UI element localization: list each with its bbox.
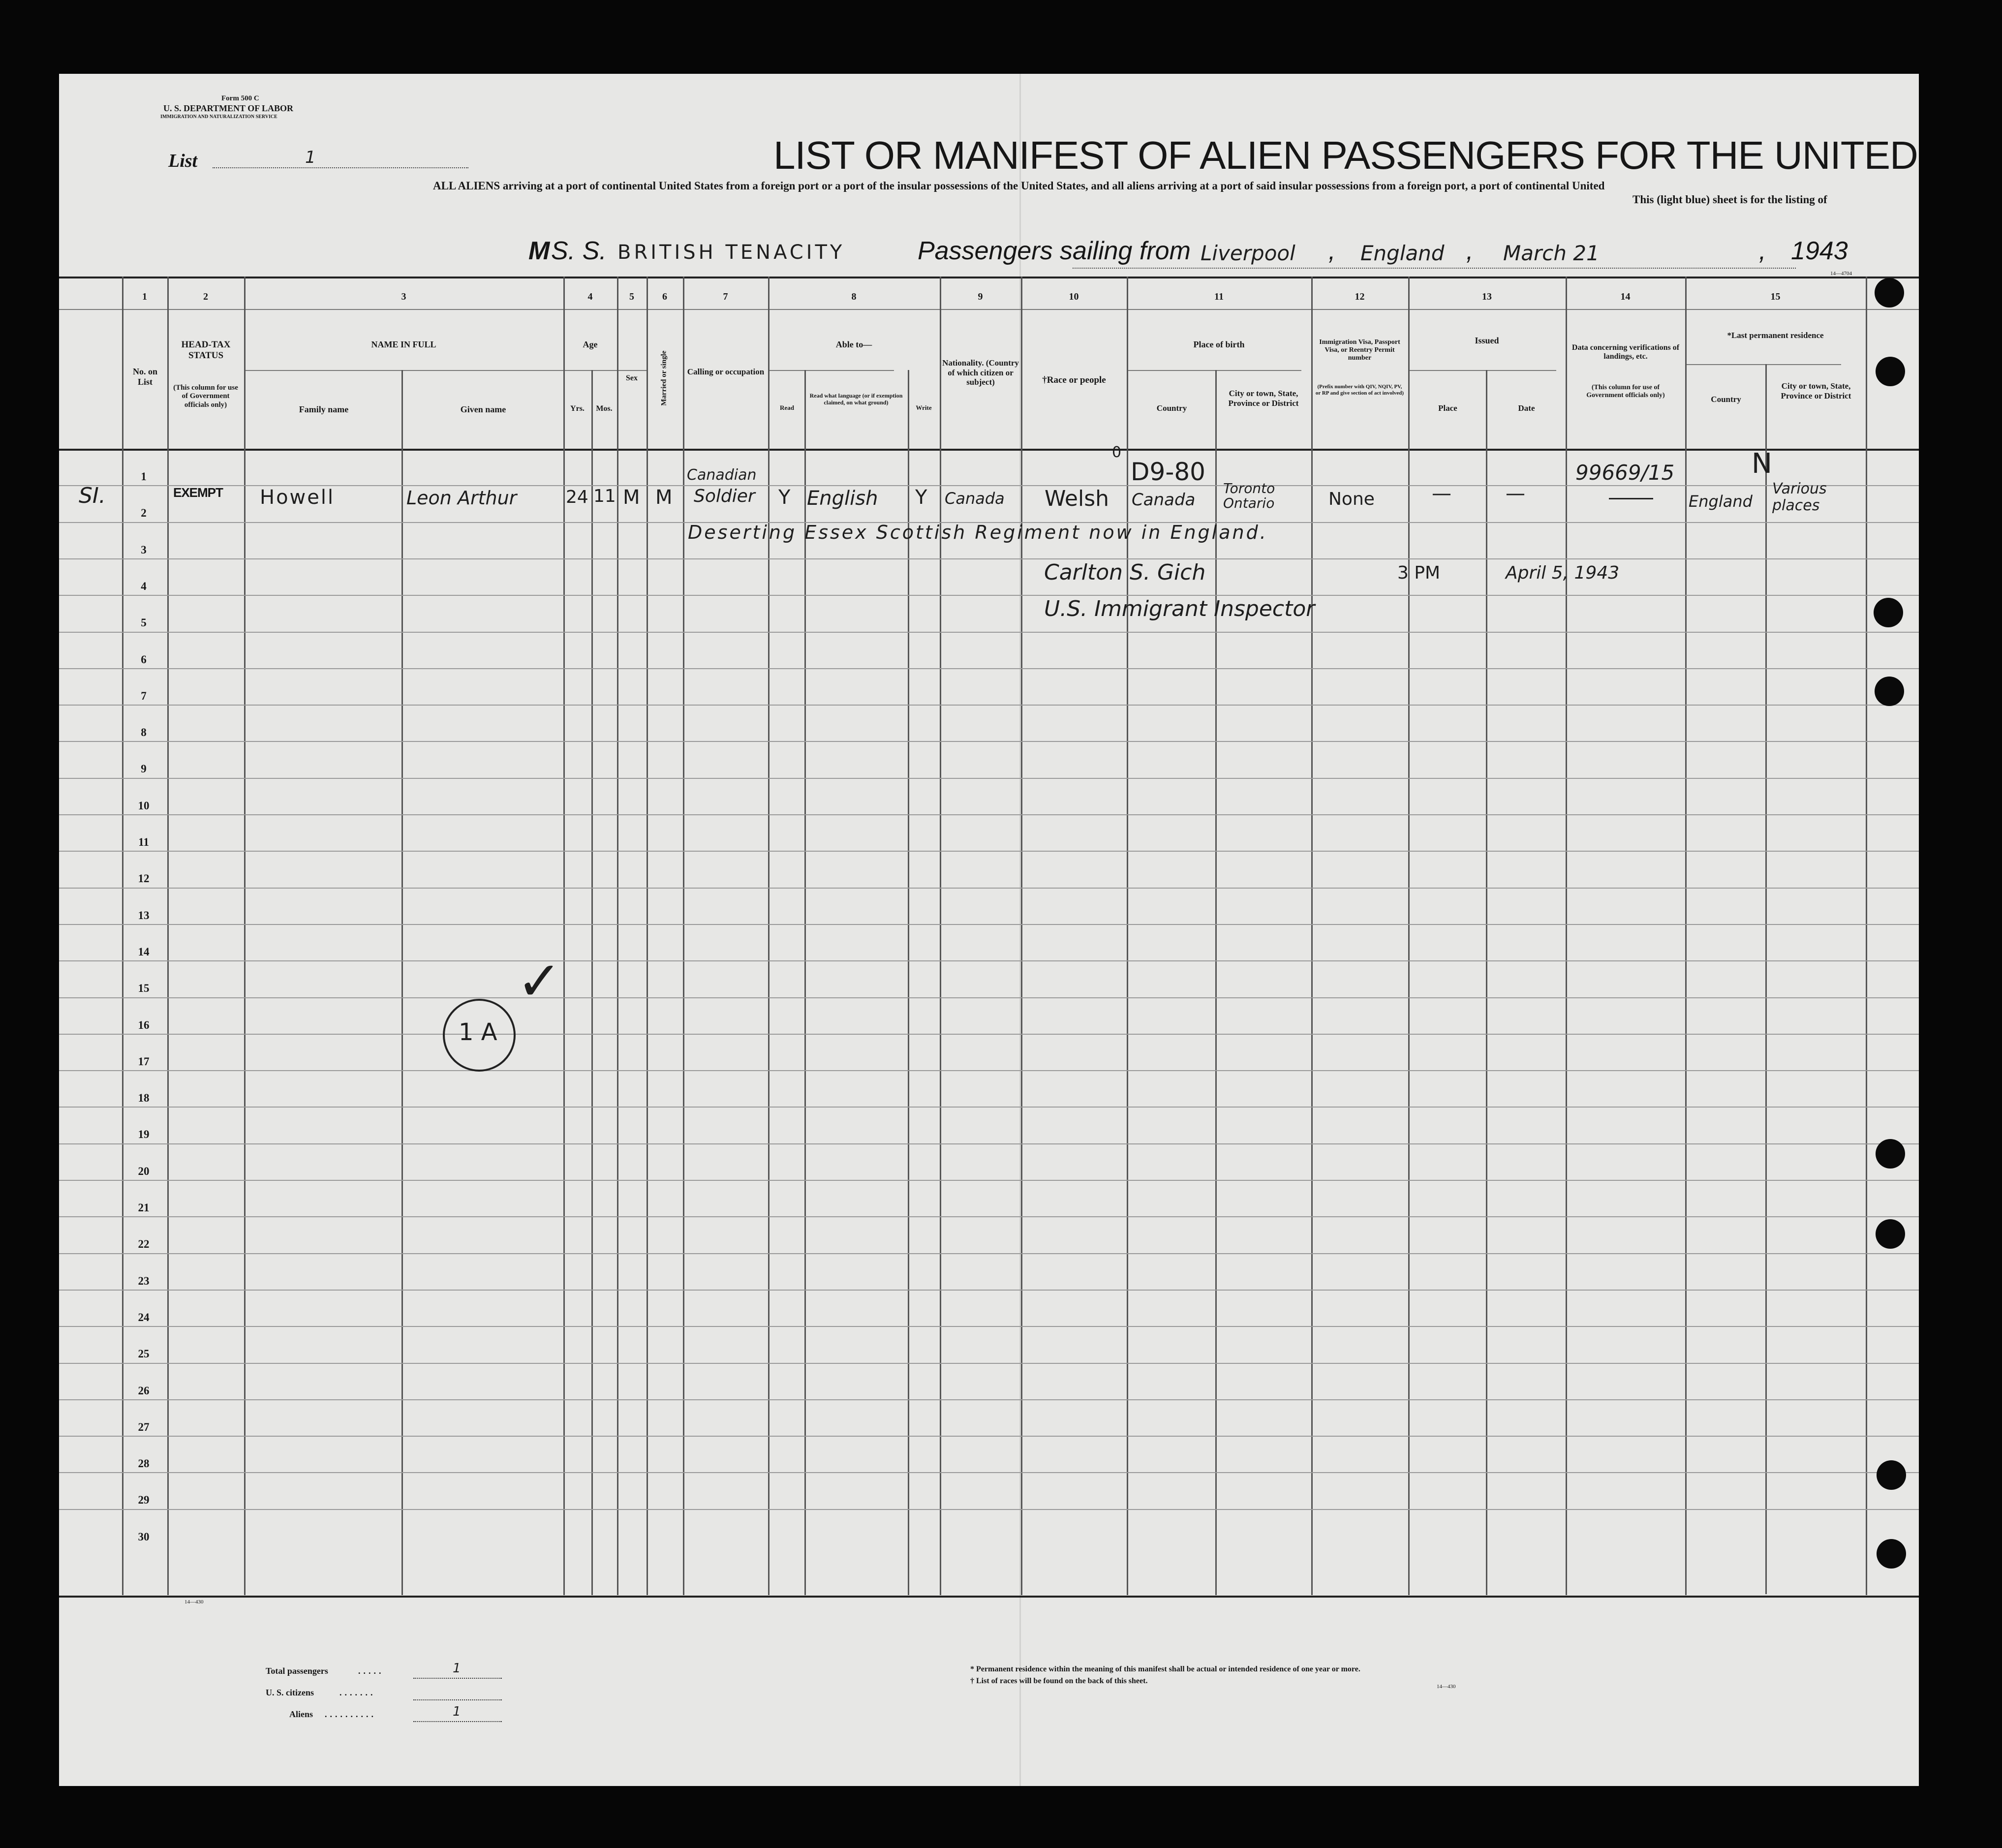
row-number: 13	[138, 909, 150, 922]
row-rule	[59, 997, 1919, 998]
birth-city-line-2: Ontario	[1223, 495, 1275, 511]
hdr-age: Age	[583, 339, 598, 349]
row-number: 11	[138, 836, 149, 848]
vessel-prefix: S. S.	[551, 237, 607, 265]
col-num-14: 14	[1620, 291, 1631, 302]
col-num-4: 4	[587, 291, 593, 302]
row-rule	[59, 1436, 1919, 1437]
residence-country: England	[1689, 492, 1753, 511]
residence-city-line-1: Various	[1772, 480, 1827, 497]
check-mark: ✓	[517, 950, 562, 1013]
hdr-read: Read	[780, 404, 794, 411]
hdr-issued-date: Date	[1518, 403, 1535, 413]
footer-code-left: 14—430	[185, 1599, 204, 1605]
row-number: 28	[138, 1457, 150, 1470]
hdr-write: Write	[916, 404, 932, 411]
row-number: 18	[138, 1092, 150, 1105]
hdr-res-country: Country	[1711, 395, 1741, 404]
signature-date: April 5, 1943	[1506, 563, 1620, 583]
race-code: 0	[1112, 444, 1122, 461]
hdr-no-on-list: No. on List	[132, 367, 157, 387]
subtitle-line-1: ALL ALIENS arriving at a port of continental United States from a foreign port or a port of the insular possessions of the United States, and all aliens arriving at a port of said insular possessions from a foreign port, a port of continental United	[433, 180, 1605, 192]
comma-2: ,	[1466, 237, 1474, 265]
punch-hole	[1874, 598, 1903, 627]
row-rule	[59, 960, 1919, 961]
can-read: Y	[778, 486, 791, 509]
punch-hole	[1876, 357, 1905, 386]
vessel-name: BRITISH TENACITY	[617, 241, 845, 264]
col-num-1: 1	[142, 291, 147, 302]
row-number: 1	[141, 470, 147, 483]
list-value: 1	[305, 148, 316, 167]
row-rule	[59, 1509, 1919, 1510]
row-number: 12	[138, 872, 150, 885]
row-number: 10	[138, 799, 150, 812]
form-number: Form 500 C	[221, 94, 259, 102]
service-label: IMMIGRATION AND NATURALIZATION SERVICE	[160, 114, 277, 120]
footnote-races: † List of races will be found on the back of this sheet.	[970, 1677, 1148, 1685]
hdr-nationality: Nationality. (Country of which citizen or subject)	[942, 358, 1019, 387]
row-rule	[59, 1363, 1919, 1364]
row-rule	[59, 814, 1919, 815]
hdr-mos: Mos.	[596, 404, 613, 413]
port-country: England	[1360, 241, 1445, 265]
hdr-landing: Data concerning verifications of landings, etc.	[1571, 343, 1680, 361]
row-rule	[59, 1399, 1919, 1400]
inspector-signature: Carlton S. Gich	[1044, 560, 1206, 585]
residence-city-line-2: places	[1772, 497, 1820, 514]
punch-hole	[1876, 1219, 1905, 1249]
row-number: 22	[138, 1238, 150, 1251]
row-rule	[59, 595, 1919, 596]
comma-3: ,	[1759, 237, 1766, 265]
hdr-race: †Race or people	[1042, 375, 1106, 385]
row-rule	[59, 851, 1919, 852]
hdr-visa-note: (Prefix number with QIV, NQIV, PV, or RP and give section of act involved)	[1315, 384, 1404, 396]
col-num-13: 13	[1482, 291, 1492, 302]
row-number: 29	[138, 1494, 150, 1507]
comma-1: ,	[1328, 237, 1336, 265]
hdr-issued: Issued	[1475, 336, 1499, 345]
calling-line-1: Canadian	[687, 466, 757, 484]
given-name: Leon Arthur	[406, 487, 517, 509]
row-rule	[59, 924, 1919, 925]
us-citizens-label: U. S. citizens	[266, 1688, 314, 1697]
hdr-able-to: Able to—	[835, 339, 872, 349]
hdr-sex: Sex	[626, 374, 638, 382]
row-number: 4	[141, 580, 147, 592]
row-rule	[59, 485, 1919, 486]
issued-place: —	[1432, 482, 1451, 505]
age-months: 11	[593, 486, 616, 506]
birth-code: D9-80	[1131, 458, 1205, 486]
col-num-6: 6	[662, 291, 667, 302]
hdr-married: Married or single	[660, 350, 668, 406]
port-name: Liverpool	[1201, 241, 1295, 265]
vessel-mark: M	[528, 237, 550, 265]
hdr-pob-country: Country	[1156, 403, 1187, 413]
row-number: 23	[138, 1274, 150, 1287]
col-num-3: 3	[401, 291, 406, 302]
hdr-name-in-full: NAME IN FULL	[371, 339, 436, 349]
row-rule	[59, 778, 1919, 779]
aliens-line	[413, 1721, 502, 1722]
hdr-read-lang: Read what language (or if exemption claimed, on what ground)	[809, 392, 903, 406]
punch-hole	[1875, 677, 1904, 706]
page-title: LIST OR MANIFEST OF ALIEN PASSENGERS FOR THE UNITED	[773, 133, 1918, 177]
row-number: 16	[138, 1018, 150, 1031]
punch-hole	[1877, 1539, 1906, 1569]
row-number: 17	[138, 1055, 150, 1068]
landing-underline	[1609, 498, 1653, 499]
row-rule	[59, 1034, 1919, 1035]
birth-country: Canada	[1132, 490, 1196, 510]
row-rule	[59, 1326, 1919, 1327]
nationality: Canada	[945, 489, 1005, 508]
hdr-head-tax-note: (This column for use of Government officials only)	[173, 384, 238, 409]
row-number: 26	[138, 1384, 150, 1397]
hdr-family-name: Family name	[299, 404, 349, 414]
punch-hole	[1877, 1460, 1906, 1490]
col-num-9: 9	[978, 291, 983, 302]
row-number: 14	[138, 945, 150, 958]
col-num-12: 12	[1355, 291, 1365, 302]
punch-hole	[1875, 278, 1904, 308]
row-number: 6	[141, 653, 147, 666]
read-language: English	[807, 487, 878, 510]
row-number: 27	[138, 1420, 150, 1433]
head-tax-stamp: EXEMPT	[173, 485, 223, 500]
row-rule	[59, 1290, 1919, 1291]
col-num-15: 15	[1770, 291, 1781, 302]
total-passengers-value: 1	[453, 1661, 461, 1676]
row-rule	[59, 558, 1919, 559]
aliens-dots: ..........	[325, 1709, 376, 1719]
age-years: 24	[566, 487, 588, 507]
us-citizens-line	[413, 1699, 502, 1700]
row-rule	[59, 888, 1919, 889]
sailing-label: Passengers sailing from	[918, 237, 1191, 265]
hdr-landing-note: (This column for use of Government officials only)	[1586, 384, 1665, 400]
hdr-visa: Immigration Visa, Passport Visa, or Reentry Permit number	[1319, 339, 1400, 362]
row-number: 19	[138, 1128, 150, 1141]
hdr-res-city: City or town, State, Province or District	[1781, 381, 1851, 400]
col-num-2: 2	[203, 291, 208, 302]
hdr-place-of-birth: Place of birth	[1193, 339, 1245, 349]
visa-number: None	[1328, 489, 1375, 509]
row-rule	[59, 632, 1919, 633]
row-number: 20	[138, 1165, 150, 1177]
issued-date: —	[1506, 482, 1525, 505]
row-number: 30	[138, 1530, 150, 1543]
row-rule	[59, 1253, 1919, 1254]
can-write: Y	[915, 486, 927, 509]
manifest-sheet	[59, 74, 1919, 1786]
sailing-date: March 21	[1503, 241, 1600, 265]
family-name: Howell	[260, 486, 335, 509]
sex: M	[623, 486, 640, 509]
col-num-11: 11	[1214, 291, 1224, 302]
col-num-7: 7	[723, 291, 728, 302]
row-rule	[59, 1070, 1919, 1071]
hdr-pob-city: City or town, State, Province or District	[1228, 389, 1299, 408]
row-rule	[59, 1107, 1919, 1108]
signature-time: 3 PM	[1397, 563, 1441, 583]
footnote-residence: * Permanent residence within the meaning of this manifest shall be actual or intended residence of one year or more.	[970, 1665, 1360, 1673]
list-label: List	[168, 151, 198, 171]
hdr-last-residence: *Last permanent residence	[1727, 331, 1824, 340]
circle-mark-text: 1 A	[459, 1018, 497, 1046]
row-rule	[59, 1472, 1919, 1473]
department-label: U. S. DEPARTMENT OF LABOR	[163, 103, 294, 113]
aliens-value: 1	[453, 1704, 461, 1719]
us-citizens-dots: .......	[339, 1688, 376, 1697]
row-rule	[59, 705, 1919, 706]
row-number: 24	[138, 1311, 150, 1324]
row-rule	[59, 1143, 1919, 1144]
row-rule	[59, 668, 1919, 669]
col-num-10: 10	[1069, 291, 1079, 302]
row-number: 21	[138, 1201, 150, 1214]
row-number: 9	[141, 763, 147, 775]
row-rule	[59, 1180, 1919, 1181]
married-status: M	[655, 486, 673, 509]
row-number: 3	[141, 543, 147, 556]
row-number: 8	[141, 726, 147, 739]
total-passengers-line	[413, 1678, 502, 1679]
calling-line-2: Soldier	[694, 486, 755, 506]
row-number: 15	[138, 982, 150, 995]
desertion-remark: Deserting Essex Scottish Regiment now in England.	[688, 522, 1268, 543]
inspector-title: U.S. Immigrant Inspector	[1044, 596, 1315, 621]
row-number: 25	[138, 1348, 150, 1360]
subtitle-line-2: This (light blue) sheet is for the listing of	[1632, 193, 1827, 206]
row-number: 7	[141, 689, 147, 702]
punch-hole	[1876, 1139, 1905, 1169]
sailing-year: 1943	[1791, 237, 1848, 265]
hdr-calling: Calling or occupation	[687, 367, 765, 376]
hdr-yrs: Yrs.	[570, 404, 585, 413]
row-number: 5	[141, 616, 147, 629]
manifest-table	[59, 74, 1919, 1786]
total-passengers-label: Total passengers	[266, 1666, 328, 1676]
corner-code: 14—4704	[1830, 271, 1852, 277]
landing-data: 99669/15	[1575, 461, 1675, 485]
row-rule	[59, 741, 1919, 742]
hdr-issued-place: Place	[1438, 403, 1457, 413]
col-num-5: 5	[629, 291, 634, 302]
race: Welsh	[1045, 486, 1109, 511]
row-rule	[59, 1216, 1919, 1217]
margin-mark: SI.	[79, 483, 106, 508]
birth-city-line-1: Toronto	[1223, 480, 1275, 496]
hdr-head-tax: HEAD-TAX STATUS	[181, 339, 231, 361]
hdr-given-name: Given name	[460, 404, 506, 414]
col-num-8: 8	[851, 291, 857, 302]
total-passengers-dots: .....	[358, 1666, 384, 1676]
residence-mark: N	[1752, 448, 1772, 480]
footer-code-right: 14—430	[1437, 1684, 1456, 1690]
aliens-label: Aliens	[289, 1709, 313, 1719]
row-number: 2	[141, 507, 147, 520]
